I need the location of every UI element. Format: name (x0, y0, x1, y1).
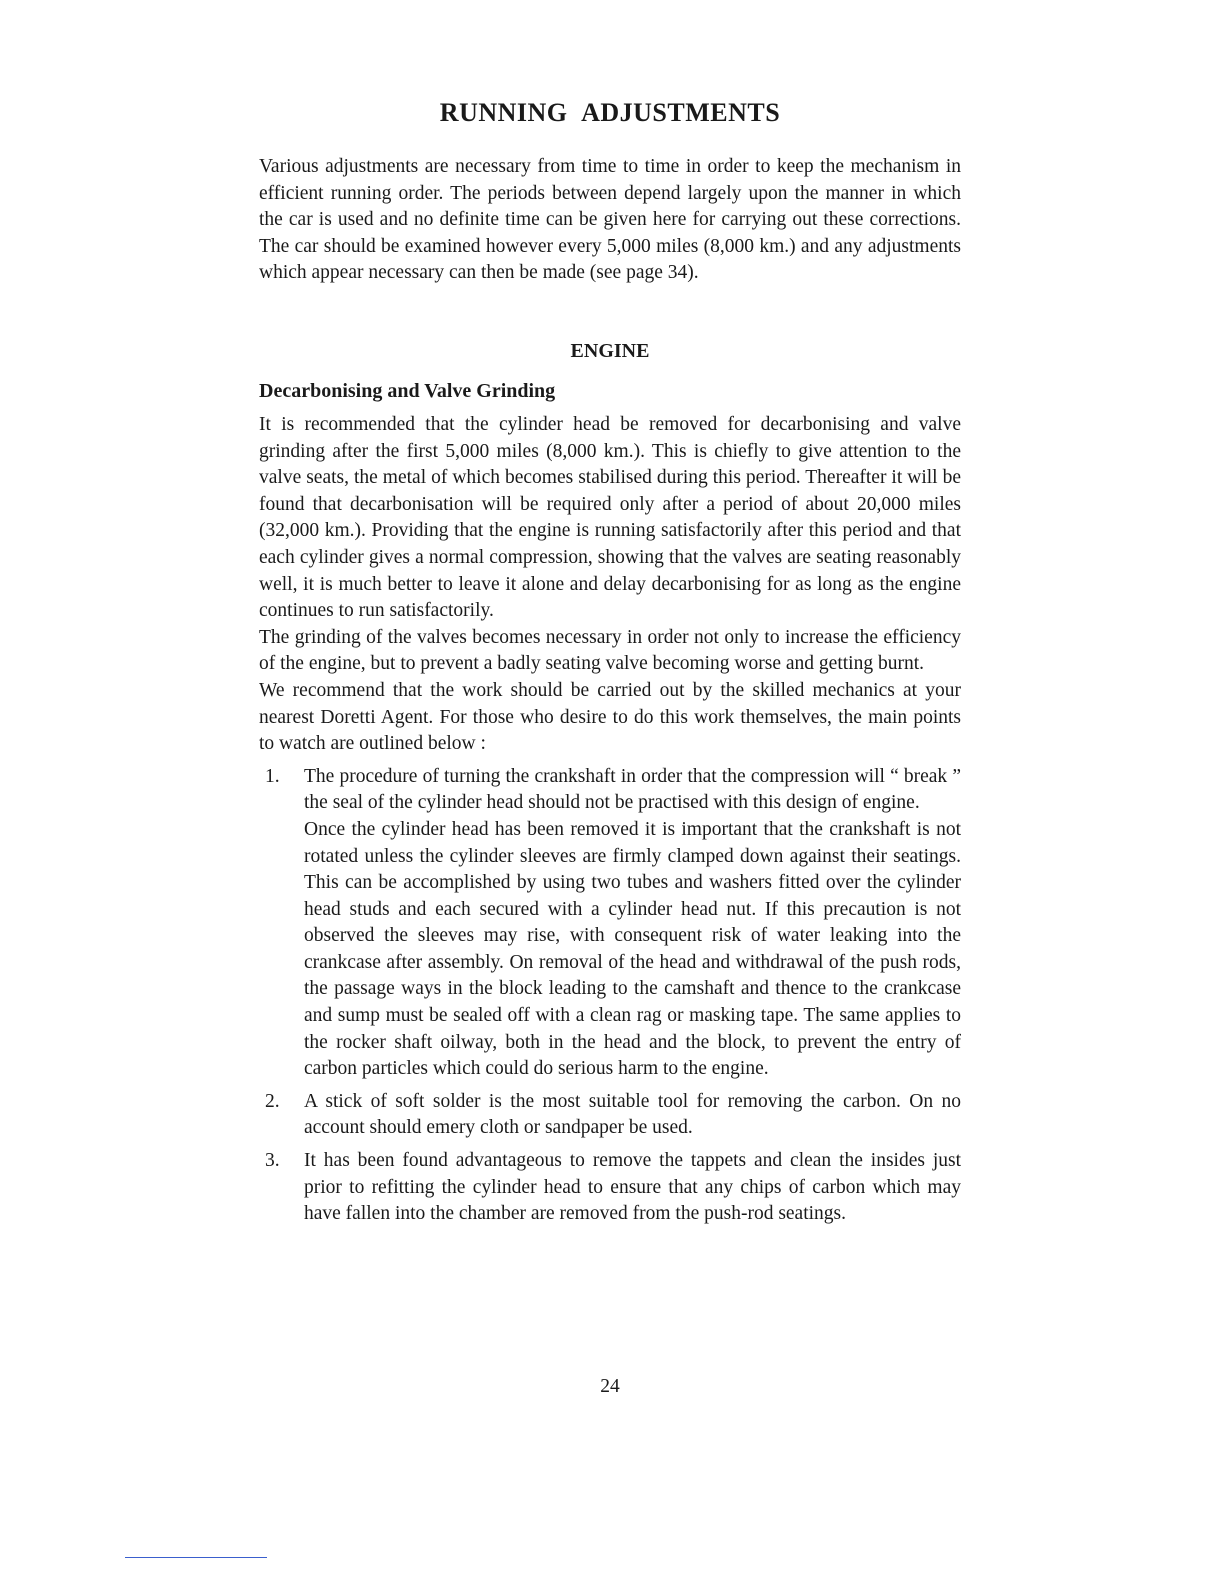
paragraph: We recommend that the work should be carried out by the skilled mechanics at your nearest Doretti Agent. For those who desire to do this work themselves, the main points to watch are outlined below : (259, 679, 961, 755)
list-item (259, 1148, 961, 1228)
list-item-number: 1. (265, 765, 280, 787)
paragraph: The grinding of the valves becomes necessary in order not only to increase the efficiency of the engine, but to prevent a badly seating valve becoming worse and getting burnt. (259, 626, 961, 675)
list-item-number: 3. (265, 1150, 280, 1172)
section-heading: ENGINE (570, 340, 650, 362)
list-item-number: 2. (265, 1090, 280, 1112)
body-text (259, 412, 961, 1234)
intro-paragraph: Various adjustments are necessary from time to time in order to keep the mechanism in efficient running order. The periods between depend largely upon the manner in which the car is used and no definite time can be given here for carrying out these corrections. The car should be examined however every 5,000 miles (8,000 km.) and any adjustments which appear necessary can then be made (see page 34). (259, 156, 961, 284)
subheading: Decarbonising and Valve Grinding (259, 380, 556, 402)
list-item-text: It has been found advantageous to remove the tappets and clean the insides just prior to refitting the cylinder head to ensure that any chips of carbon which may have fallen into the chamber are removed from the push-rod seatings. (304, 1150, 961, 1225)
list-item-text: The procedure of turning the crankshaft in order that the compression will “ break ” the seal of the cylinder head should not be practised with this design of engine. (304, 765, 961, 814)
numbered-list (259, 764, 961, 1228)
list-item (259, 1089, 961, 1142)
page-title: RUNNING ADJUSTMENTS (439, 98, 781, 127)
list-item-text: A stick of soft solder is the most suitable tool for removing the carbon. On no account should emery cloth or sandpaper be used. (304, 1090, 961, 1139)
list-item (259, 764, 961, 1083)
footer-rule (125, 1557, 267, 1558)
page-number: 24 (600, 1376, 620, 1397)
paragraph: It is recommended that the cylinder head be removed for decarbonising and valve grinding after the first 5,000 miles (8,000 km.). This is chiefly to give attention to the valve seats, the metal of which becomes stabilised during this period. Thereafter it will be found that decarbonisation will be required only after a period of about 20,000 miles (32,000 km.). Providing that the engine is running satisfactorily after this period and that each cylinder gives a normal compression, showing that the valves are seating reasonably well, it is much better to leave it alone and delay decarbonising for as long as the engine continues to run satisfactorily. (259, 414, 961, 622)
list-item-text: Once the cylinder head has been removed it is important that the crankshaft is not rotated unless the cylinder sleeves are firmly clamped down against their seatings. This can be accomplished by using two tubes and washers fitted over the cylinder head studs and each secured with a cylinder head nut. If this precaution is not observed the sleeves may rise, with consequent risk of water leaking into the crankcase after assembly. On removal of the head and withdrawal of the push rods, the passage ways in the block leading to the camshaft and thence to the crankcase and sump must be sealed off with a clean rag or masking tape. The same applies to the rocker shaft oilway, both in the head and the block, to prevent the entry of carbon particles which could do serious harm to the engine. (304, 818, 961, 1080)
